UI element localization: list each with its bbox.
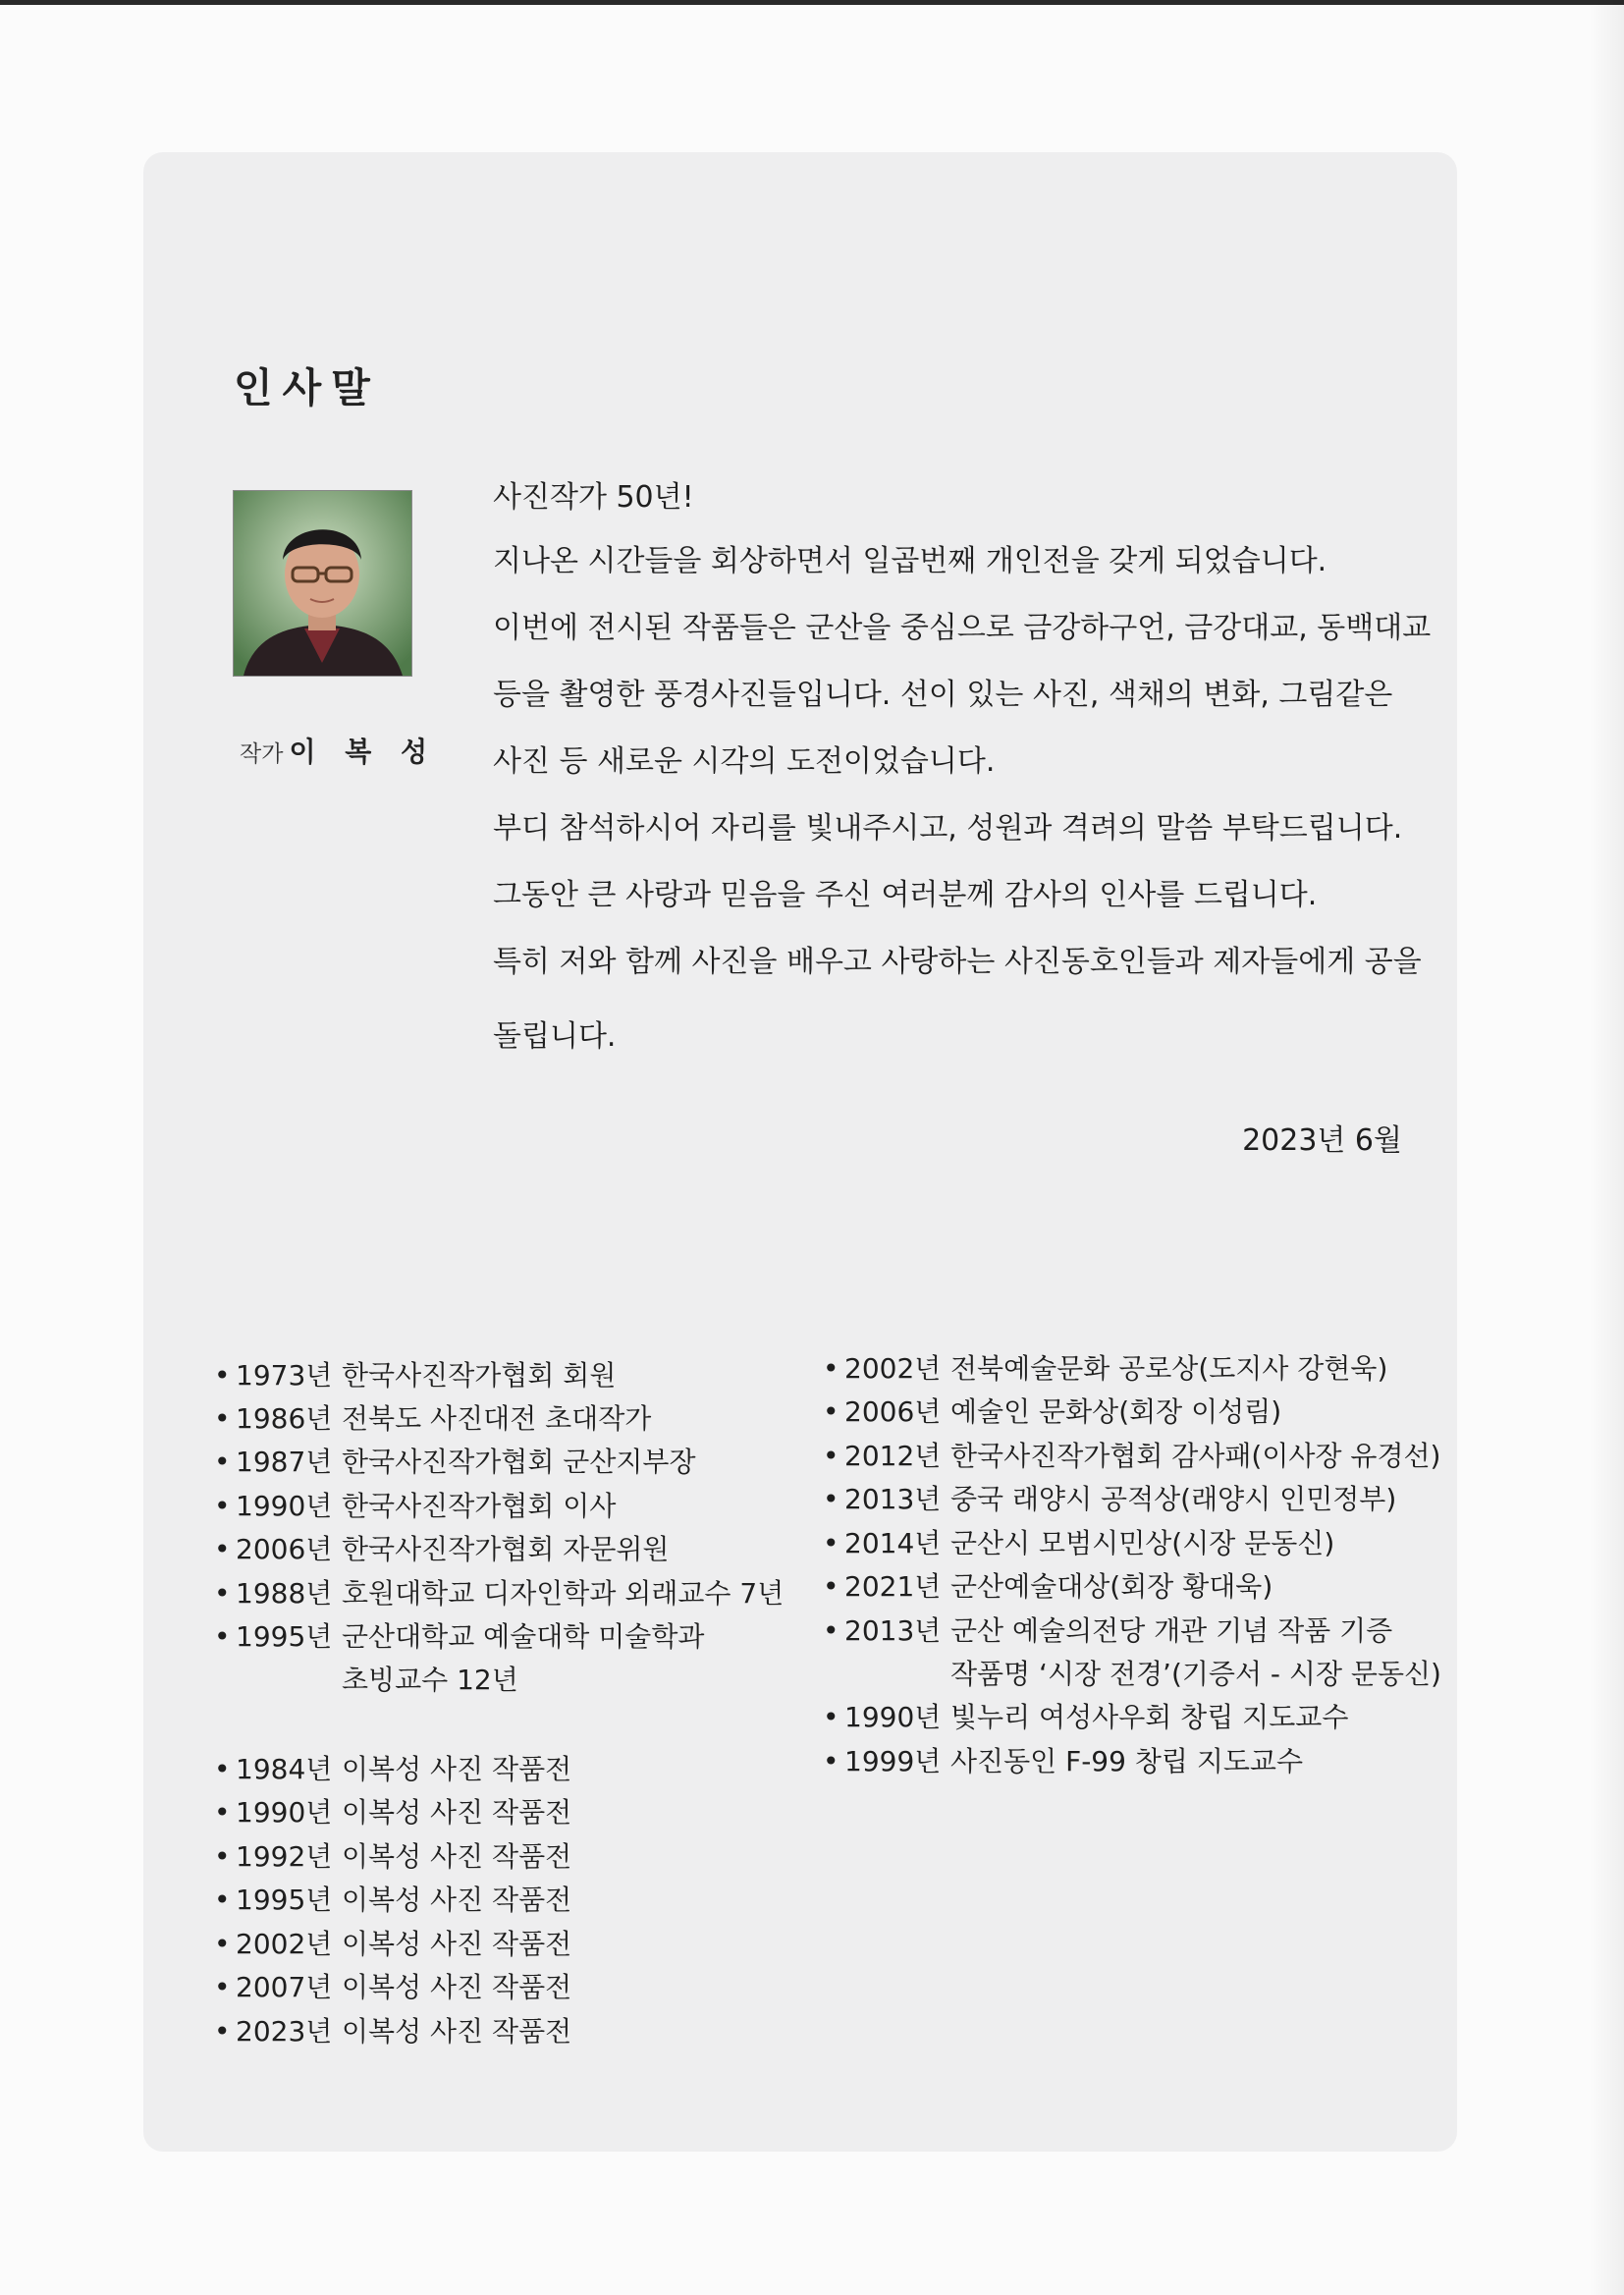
- greeting-date: 2023년 6월: [1242, 1123, 1402, 1158]
- page-top-edge: [0, 0, 1624, 5]
- author-photo: [233, 490, 412, 677]
- greeting-line: 부디 참석하시어 자리를 빛내주시고, 성원과 격려의 말씀 부탁드립니다.: [493, 811, 1403, 846]
- greeting-line: 사진 등 새로운 시각의 도전이었습니다.: [493, 744, 996, 779]
- list-item: • 2007년 이복성 사진 작품전: [214, 1971, 572, 2003]
- list-item-continuation: 초빙교수 12년: [342, 1664, 518, 1696]
- list-item: • 2023년 이복성 사진 작품전: [214, 2015, 572, 2048]
- list-item: • 2012년 한국사진작가협회 감사패(이사장 유경선): [823, 1440, 1441, 1472]
- greeting-line: 특히 저와 함께 사진을 배우고 사랑하는 사진동호인들과 제자들에게 공을: [493, 945, 1422, 979]
- list-item: • 1999년 사진동인 F-99 창립 지도교수: [823, 1745, 1304, 1777]
- greeting-line: 지나온 시간들을 회상하면서 일곱번째 개인전을 갖게 되었습니다.: [493, 544, 1327, 578]
- list-item: • 2006년 예술인 문화상(회장 이성림): [823, 1395, 1282, 1428]
- author-caption: [240, 731, 437, 770]
- list-item: • 1984년 이복성 사진 작품전: [214, 1753, 572, 1785]
- list-item: • 2013년 군산 예술의전당 개관 기념 작품 기증: [823, 1614, 1393, 1647]
- greeting-line: 돌립니다.: [493, 1019, 617, 1054]
- list-item: • 1995년 이복성 사진 작품전: [214, 1884, 572, 1916]
- author-prefix: 작가: [240, 741, 284, 767]
- page-right-shade: [1589, 0, 1624, 2295]
- list-item: • 1990년 이복성 사진 작품전: [214, 1796, 572, 1829]
- greeting-line: 이번에 전시된 작품들은 군산을 중심으로 금강하구언, 금강대교, 동백대교: [493, 611, 1432, 645]
- list-item-continuation: 작품명 ‘시장 전경’(기증서 - 시장 문동신): [950, 1658, 1441, 1690]
- list-item: • 2021년 군산예술대상(회장 황대욱): [823, 1570, 1273, 1603]
- page-title: 인사말: [234, 364, 380, 411]
- list-item: • 2002년 이복성 사진 작품전: [214, 1928, 572, 1960]
- list-item: • 2006년 한국사진작가협회 자문위원: [214, 1533, 670, 1565]
- list-item: • 2013년 중국 래양시 공적상(래양시 인민정부): [823, 1483, 1397, 1515]
- list-item: • 1992년 이복성 사진 작품전: [214, 1840, 572, 1873]
- list-item: • 2002년 전북예술문화 공로상(도지사 강현욱): [823, 1352, 1388, 1385]
- greeting-line: 등을 촬영한 풍경사진들입니다. 선이 있는 사진, 색채의 변화, 그림같은: [493, 678, 1393, 712]
- list-item: • 1990년 빛누리 여성사우회 창립 지도교수: [823, 1701, 1349, 1733]
- list-item: • 2014년 군산시 모범시민상(시장 문동신): [823, 1527, 1335, 1559]
- list-item: • 1987년 한국사진작가협회 군산지부장: [214, 1446, 696, 1478]
- list-item: • 1973년 한국사진작가협회 회원: [214, 1359, 617, 1392]
- greeting-line: 사진작가 50년!: [493, 480, 694, 515]
- list-item: • 1995년 군산대학교 예술대학 미술학과: [214, 1620, 705, 1653]
- list-item: • 1990년 한국사진작가협회 이사: [214, 1490, 617, 1522]
- list-item: • 1986년 전북도 사진대전 초대작가: [214, 1402, 652, 1435]
- list-item: • 1988년 호원대학교 디자인학과 외래교수 7년: [214, 1577, 785, 1610]
- author-name: 이 복 성: [289, 736, 438, 768]
- greeting-line: 그동안 큰 사랑과 믿음을 주신 여러분께 감사의 인사를 드립니다.: [493, 878, 1318, 912]
